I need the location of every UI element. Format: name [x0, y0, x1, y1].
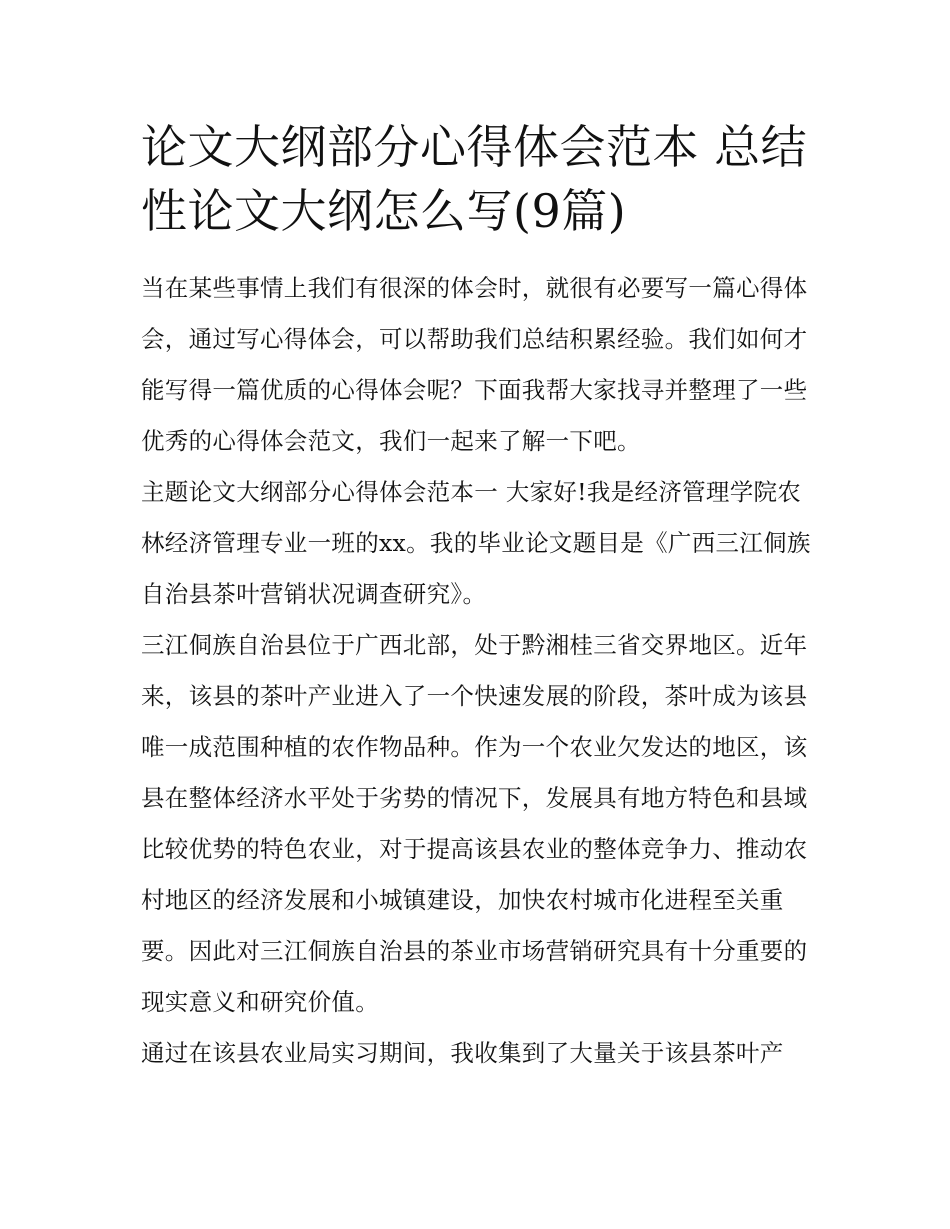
paragraph-intro: 当在某些事情上我们有很深的体会时，就很有必要写一篇心得体会，通过写心得体会，可以帮助我们总结积累经验。我们如何才能写得一篇优质的心得体会呢？下面我帮大家找寻并整理了一些优秀的心得体会范文，我们一起来了解一下吧。 [141, 274, 808, 455]
paragraph-theme: 主题论文大纲部分心得体会范本一 大家好!我是经济管理学院农林经济管理专业一班的xx。我的毕业论文题目是《广西三江侗族自治县茶叶营销状况调查研究》。 [141, 478, 811, 608]
paragraph-county-background: 三江侗族自治县位于广西北部，处于黔湘桂三省交界地区。近年来，该县的茶叶产业进入了一个快速发展的阶段，茶叶成为该县唯一成范围种植的农作物品种。作为一个农业欠发达的地区，该县在整体经济水平处于劣势的情况下，发展具有地方特色和县域比较优势的特色农业，对于提高该县农业的整体竞争力、推动农村地区的经济发展和小城镇建设，加快农村城市化进程至关重要。因此对三江侗族自治县的茶业市场营销研究具有十分重要的现实意义和研究价值。 [141, 631, 808, 1016]
document-page [141, 115, 821, 1079]
paragraph-internship: 通过在该县农业局实习期间，我收集到了大量关于该县茶叶产 [141, 1039, 784, 1067]
document-title: 论文大纲部分心得体会范本 总结性论文大纲怎么写(9篇) [141, 120, 808, 238]
